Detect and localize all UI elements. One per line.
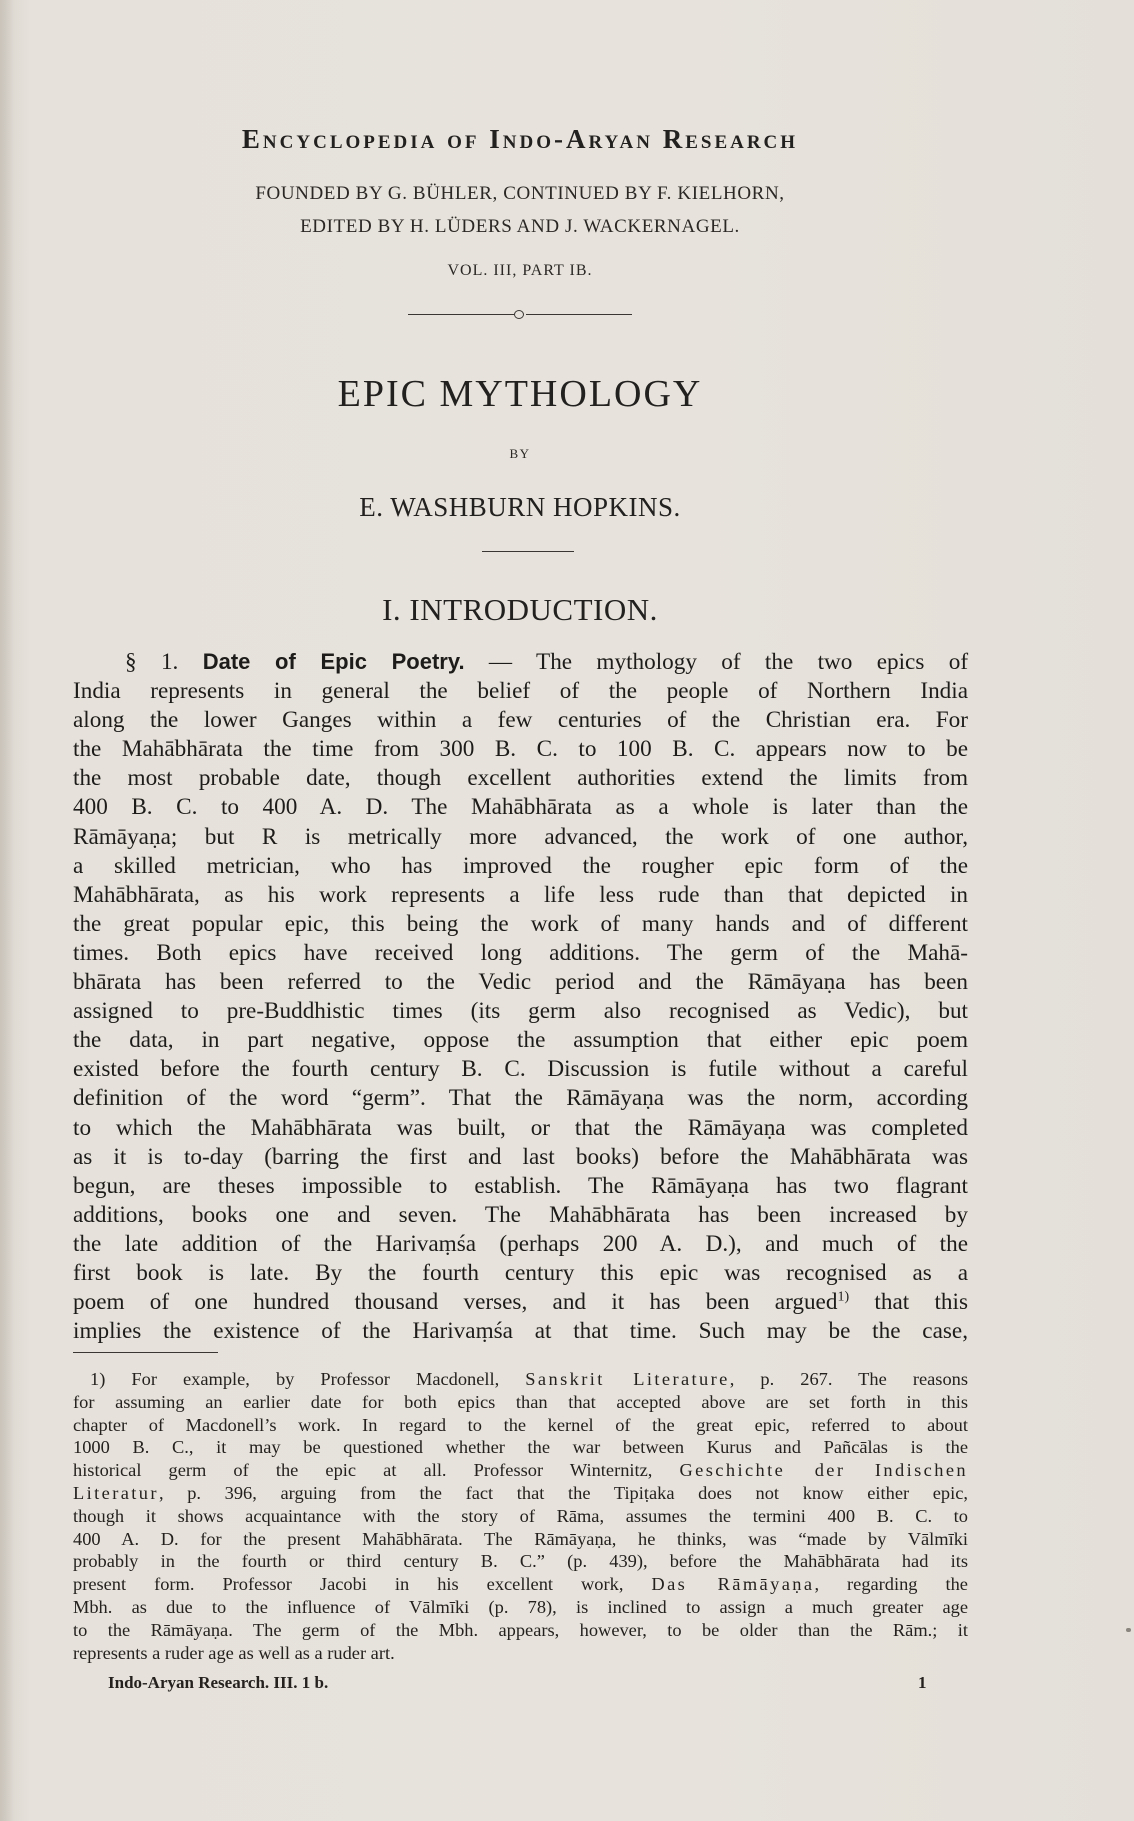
footnote-rule (73, 1352, 218, 1353)
ornamental-divider (408, 308, 632, 320)
body-line-19: begun, are theses impossible to establish. The Rāmāyaṇa has two flagrant (73, 1172, 968, 1199)
body-line-16: definition of the word “germ”. That the Rāmāyaṇa was the norm, according (73, 1085, 968, 1112)
body-line-1 (73, 647, 968, 677)
body-line-12: bhārata has been referred to the Vedic period and the Rāmāyaṇa has been (73, 969, 968, 996)
footnote-line-10 (73, 1573, 968, 1596)
body-line-23 (73, 1288, 968, 1317)
series-title: Encyclopedia of Indo-Aryan Research (241, 124, 799, 154)
book-title: EPIC MYTHOLOGY (337, 373, 703, 415)
footnote-line-11: Mbh. as due to the influence of Vālmīki (p. 78), is inclined to assign a much greater age (73, 1596, 968, 1617)
author-name: E. WASHBURN HOPKINS. (359, 492, 681, 522)
body-line-15: existed before the fourth century B. C. Discussion is futile without a careful (73, 1056, 968, 1083)
footnote-reference[interactable]: 1) (837, 1289, 850, 1305)
divider-line-left (408, 314, 514, 315)
footnote-text: , p. 396, arguing from the fact that the Tipiṭaka does not know either epic, (158, 1482, 968, 1503)
founded-line: FOUNDED BY G. BÜHLER, CONTINUED BY F. KIELHORN, (255, 183, 785, 204)
body-line-text: that this (849, 1289, 968, 1316)
footnote-line-8: 400 A. D. for the present Mahābhārata. The Rāmāyaṇa, he thinks, was “made by Vālmīki (73, 1528, 968, 1549)
edited-line: EDITED BY H. LÜDERS AND J. WACKERNAGEL. (300, 216, 740, 237)
body-line-13: assigned to pre-Buddhistic times (its germ also recognised as Vedic), but (73, 998, 968, 1025)
body-line-2: India represents in general the belief of the people of Northern India (73, 678, 968, 705)
footnote-line-13: represents a ruder age as well as a ruder art. (73, 1642, 395, 1663)
volume-line: VOL. III, PART IB. (447, 262, 593, 279)
section-heading: I. INTRODUCTION. (382, 592, 658, 627)
body-line-text: — The mythology of the two epics of (488, 649, 969, 675)
body-line-17: to which the Mahābhārata was built, or that the Rāmāyaṇa was completed (73, 1114, 968, 1141)
by-line: BY (509, 446, 531, 461)
body-line-14: the data, in part negative, oppose the assumption that either epic poem (73, 1027, 968, 1054)
body-text (73, 647, 968, 1346)
page-footer-source: Indo-Aryan Research. III. 1 b. (108, 1673, 329, 1692)
body-line-10: the great popular epic, this being the work of many hands and of different (73, 910, 968, 937)
body-line-6: 400 B. C. to 400 A. D. The Mahābhārata as a whole is later than the (73, 794, 968, 821)
body-line-3: along the lower Ganges within a few centuries of the Christian era. For (73, 707, 968, 734)
body-line-22: first book is late. By the fourth century this epic was recognised as a (73, 1259, 968, 1286)
body-line-9: Mahābhārata, as his work represents a life less rude than that depicted in (73, 881, 968, 908)
footnote-text: For example, by Professor Macdonell, (131, 1369, 500, 1389)
body-line-11: times. Both epics have received long additions. The germ of the Mahā- (73, 939, 968, 966)
footnote-line-1 (73, 1368, 968, 1391)
page-number: 1 (918, 1673, 927, 1692)
body-line-20: additions, books one and seven. The Mahābhārata has been increased by (73, 1201, 968, 1228)
spaced-title: Literatur (73, 1482, 159, 1503)
footnote-marker: 1) (90, 1369, 106, 1389)
footnote-text: historical germ of the epic at all. Professor Winternitz, (73, 1460, 653, 1481)
spaced-title: Sanskrit Literature (525, 1369, 730, 1389)
footnote-text: , regarding the (814, 1574, 968, 1595)
body-line-text: poem of one hundred thousand verses, and it has been argued (73, 1289, 838, 1316)
footnote-text: , p. 267. The reasons (729, 1369, 968, 1389)
body-line-18: as it is to-day (barring the first and last books) before the Mahābhārata was (73, 1143, 968, 1170)
title-rule (482, 551, 574, 552)
body-line-21: the late addition of the Harivaṃśa (perhaps 200 A. D.), and much of the (73, 1230, 968, 1257)
body-line-8: a skilled metrician, who has improved the rougher epic form of the (73, 852, 968, 879)
paragraph-mark: § 1. (125, 649, 179, 675)
paragraph-heading: Date of Epic Poetry. (202, 649, 465, 674)
footnote-line-12: to the Rāmāyaṇa. The germ of the Mbh. appears, however, to be older than the Rām.; it (73, 1619, 968, 1640)
footnote-line-7: though it shows acquaintance with the story of Rāma, assumes the termini 400 B. C. to (73, 1505, 968, 1526)
body-line-4: the Mahābhārata the time from 300 B. C. to 100 B. C. appears now to be (73, 736, 968, 763)
footnote-line-5 (73, 1459, 968, 1482)
divider-circle (514, 310, 524, 319)
footnote-line-6 (73, 1482, 968, 1505)
footnote-line-2: for assuming an earlier date for both epics than that accepted above are set forth in this (73, 1391, 968, 1412)
body-line-7: Rāmāyaṇa; but R is metrically more advanced, the work of one author, (73, 823, 968, 850)
body-line-5: the most probable date, though excellent authorities extend the limits from (73, 765, 968, 792)
footnote-line-9: probably in the fourth or third century B. C.” (p. 439), before the Mahābhārata had its (73, 1551, 968, 1572)
margin-speck (1126, 1628, 1131, 1632)
body-line-24: implies the existence of the Harivaṃśa at that time. Such may be the case, (73, 1318, 968, 1345)
spaced-title: Geschichte der Indischen (679, 1460, 968, 1481)
footnote-line-4: 1000 B. C., it may be questioned whether the war between Kurus and Pañcālas is the (73, 1437, 968, 1458)
footnote (73, 1368, 968, 1664)
footnote-text: present form. Professor Jacobi in his excellent work, (73, 1574, 624, 1595)
footnote-line-3: chapter of Macdonell’s work. In regard to the kernel of the great epic, referred to about (73, 1414, 968, 1435)
divider-line-right (526, 314, 632, 315)
spaced-title: Das Rāmāyaṇa (651, 1574, 815, 1595)
